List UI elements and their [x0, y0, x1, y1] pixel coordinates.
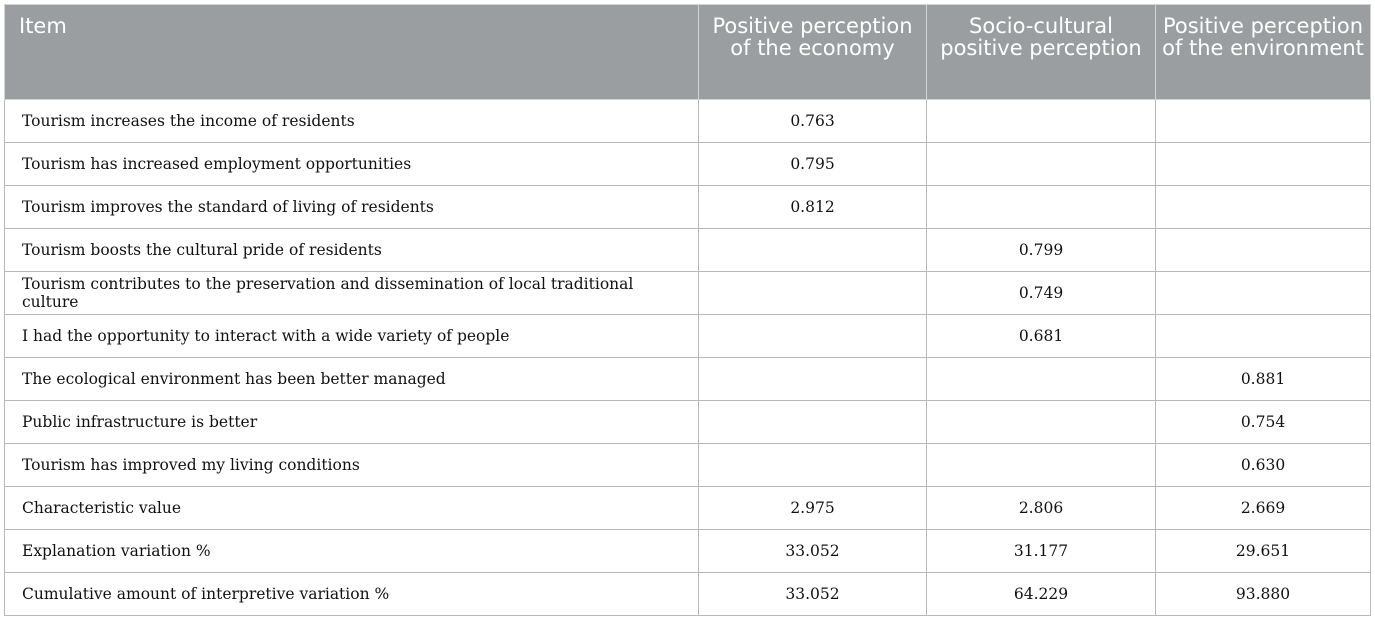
environment-cell: 0.630	[1156, 444, 1371, 487]
item-cell: Public infrastructure is better	[5, 401, 699, 444]
economy-cell: 2.975	[699, 487, 927, 530]
socio-cultural-cell	[927, 358, 1156, 401]
socio-cultural-cell: 2.806	[927, 487, 1156, 530]
environment-cell	[1156, 100, 1371, 143]
factor-loading-table	[4, 4, 1371, 616]
factor-loading-table-container	[4, 4, 1370, 616]
economy-cell: 33.052	[699, 573, 927, 616]
economy-cell	[699, 358, 927, 401]
economy-cell	[699, 315, 927, 358]
table-body	[5, 100, 1371, 616]
item-cell: Cumulative amount of interpretive variation %	[5, 573, 699, 616]
economy-cell	[699, 229, 927, 272]
environment-cell: 93.880	[1156, 573, 1371, 616]
environment-cell: 2.669	[1156, 487, 1371, 530]
table-row	[5, 573, 1371, 616]
table-row	[5, 186, 1371, 229]
header-row	[5, 5, 1371, 100]
economy-cell	[699, 272, 927, 315]
economy-cell	[699, 444, 927, 487]
table-row	[5, 143, 1371, 186]
socio-cultural-cell: 0.749	[927, 272, 1156, 315]
table-row	[5, 358, 1371, 401]
socio-cultural-cell	[927, 186, 1156, 229]
table-row	[5, 229, 1371, 272]
environment-cell	[1156, 143, 1371, 186]
socio-cultural-cell: 31.177	[927, 530, 1156, 573]
socio-cultural-cell	[927, 444, 1156, 487]
socio-cultural-cell: 0.799	[927, 229, 1156, 272]
economy-cell: 0.763	[699, 100, 927, 143]
header-item: Item	[5, 5, 699, 100]
item-cell: Tourism improves the standard of living of residents	[5, 186, 699, 229]
socio-cultural-cell	[927, 100, 1156, 143]
economy-cell: 0.795	[699, 143, 927, 186]
item-cell: Tourism contributes to the preservation and dissemination of local traditional culture	[5, 272, 699, 315]
economy-cell: 0.812	[699, 186, 927, 229]
item-cell: Tourism has increased employment opportunities	[5, 143, 699, 186]
item-cell: Tourism has improved my living conditions	[5, 444, 699, 487]
environment-cell	[1156, 272, 1371, 315]
environment-cell: 0.881	[1156, 358, 1371, 401]
item-cell: Tourism boosts the cultural pride of residents	[5, 229, 699, 272]
item-cell: Explanation variation %	[5, 530, 699, 573]
environment-cell	[1156, 186, 1371, 229]
table-row	[5, 315, 1371, 358]
table-row	[5, 272, 1371, 315]
table-row	[5, 530, 1371, 573]
header-economy: Positive perception of the economy	[699, 5, 927, 100]
header-environment: Positive perception of the environment	[1156, 5, 1371, 100]
environment-cell: 29.651	[1156, 530, 1371, 573]
environment-cell	[1156, 315, 1371, 358]
economy-cell: 33.052	[699, 530, 927, 573]
item-cell: Characteristic value	[5, 487, 699, 530]
item-cell: The ecological environment has been better managed	[5, 358, 699, 401]
socio-cultural-cell	[927, 401, 1156, 444]
table-row	[5, 100, 1371, 143]
economy-cell	[699, 401, 927, 444]
table-row	[5, 487, 1371, 530]
socio-cultural-cell: 0.681	[927, 315, 1156, 358]
socio-cultural-cell	[927, 143, 1156, 186]
table-row	[5, 444, 1371, 487]
socio-cultural-cell: 64.229	[927, 573, 1156, 616]
item-cell: Tourism increases the income of residents	[5, 100, 699, 143]
environment-cell	[1156, 229, 1371, 272]
environment-cell: 0.754	[1156, 401, 1371, 444]
table-row	[5, 401, 1371, 444]
header-socio-cultural: Socio-cultural positive perception	[927, 5, 1156, 100]
item-cell: I had the opportunity to interact with a wide variety of people	[5, 315, 699, 358]
